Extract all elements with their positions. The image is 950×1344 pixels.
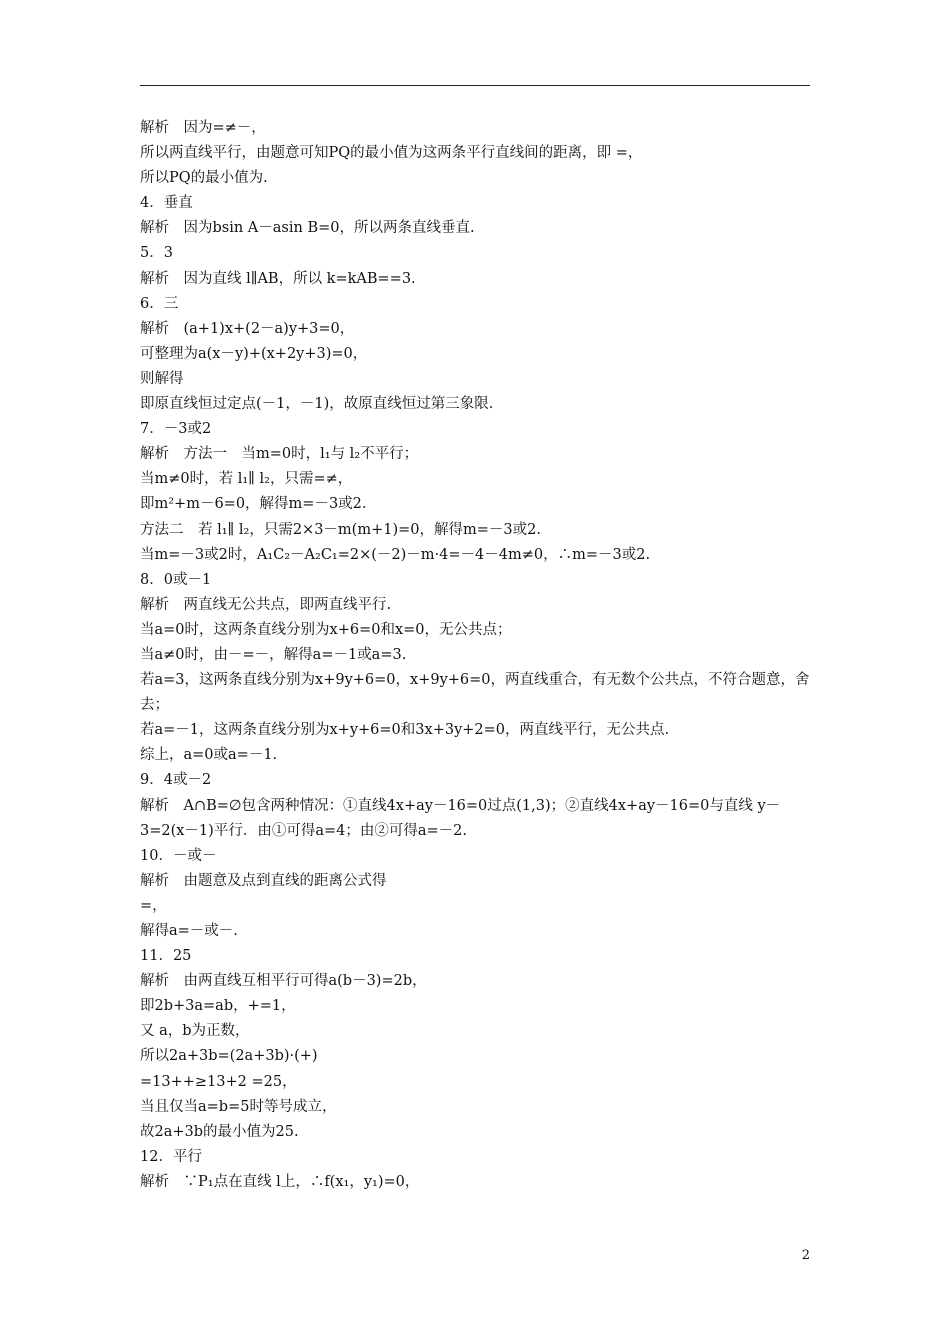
text-line: 当m≠0时，若 l₁∥ l₂，只需=≠， xyxy=(140,471,353,488)
text-line: 解析 ∵P₁点在直线 l上，∴f(x₁，y₁)=0， xyxy=(140,1173,420,1190)
text-line: 解析 方法一 当m=0时，l₁与 l₂不平行； xyxy=(140,446,419,463)
answer-heading: 9．4或－2 xyxy=(140,772,212,789)
text-line: 解得a=－或－. xyxy=(140,923,238,939)
text-line: 所以PQ的最小值为. xyxy=(140,170,268,187)
text-line: 若a=－1，这两条直线分别为x+y+6=0和3x+3y+2=0，两直线平行，无公共点. xyxy=(140,722,670,739)
text-line: 当a≠0时，由－=－，解得a=－1或a=3. xyxy=(140,646,407,663)
text-line: 解析 因为bsin A－asin B=0，所以两条直线垂直. xyxy=(140,220,475,237)
text-line: 即m²+m－6=0，解得m=－3或2. xyxy=(140,496,367,513)
answer-heading: 5．3 xyxy=(140,245,173,262)
answer-heading: 12．平行 xyxy=(140,1148,202,1165)
text-line: 所以两直线平行，由题意可知PQ的最小值为这两条平行直线间的距离，即 =， xyxy=(140,145,643,162)
text-line: 所以2a+3b=(2a+3b)·(+) xyxy=(140,1048,318,1065)
text-line: =13++≥13+2 =25， xyxy=(140,1073,297,1090)
text-line: 解析 (a+1)x+(2－a)y+3=0， xyxy=(140,320,355,337)
text-line: 解析 由题意及点到直线的距离公式得 xyxy=(140,872,387,889)
text-line: 解析 两直线无公共点，即两直线平行. xyxy=(140,596,392,613)
document-body xyxy=(140,116,812,1195)
header-rule xyxy=(140,85,810,86)
answer-heading: 4．垂直 xyxy=(140,195,193,212)
answer-heading: 6．三 xyxy=(140,295,179,312)
answer-heading: 7．－3或2 xyxy=(140,421,212,438)
text-line: 解析 A∩B=∅包含两种情况：①直线4x+ay－16=0过点(1,3)；②直线4x+ay－16=0与直线 y－3=2(x－1)平行．由①可得a=4；由②可得a=－2. xyxy=(140,797,781,839)
answer-heading: 8．0或－1 xyxy=(140,571,212,588)
text-line: 方法二 若 l₁∥ l₂，只需2×3－m(m+1)=0，解得m=－3或2. xyxy=(140,521,541,538)
text-line: 解析 因为直线 l∥AB，所以 k=kAB==3. xyxy=(140,270,416,287)
text-line: 解析 因为=≠－， xyxy=(140,120,266,136)
text-line: 当m=－3或2时，A₁C₂－A₂C₁=2×(－2)－m·4=－4－4m≠0，∴m=－3或2. xyxy=(140,546,651,563)
text-line: 综上，a=0或a=－1. xyxy=(140,747,278,764)
page-number: 2 xyxy=(801,1248,810,1263)
text-line: 则解得 xyxy=(140,370,184,387)
text-line: 可整理为a(x－y)+(x+2y+3)=0， xyxy=(140,345,368,362)
text-line: 解析 由两直线互相平行可得a(b－3)=2b， xyxy=(140,973,427,990)
text-line: =， xyxy=(140,897,167,914)
text-line: 又 a，b为正数， xyxy=(140,1023,250,1040)
text-line: 若a=3，这两条直线分别为x+9y+6=0，x+9y+6=0，两直线重合，有无数个公共点，不符合题意，舍去； xyxy=(140,672,810,714)
text-line: 即原直线恒过定点(－1，－1)，故原直线恒过第三象限. xyxy=(140,396,494,413)
text-line: 当且仅当a=b=5时等号成立， xyxy=(140,1098,337,1115)
answer-heading: 11．25 xyxy=(140,948,192,965)
text-line: 即2b+3a=ab，+=1， xyxy=(140,998,296,1015)
text-line: 故2a+3b的最小值为25. xyxy=(140,1123,299,1140)
text-line: 当a=0时，这两条直线分别为x+6=0和x=0，无公共点； xyxy=(140,621,512,638)
answer-heading: 10．－或－ xyxy=(140,847,217,864)
